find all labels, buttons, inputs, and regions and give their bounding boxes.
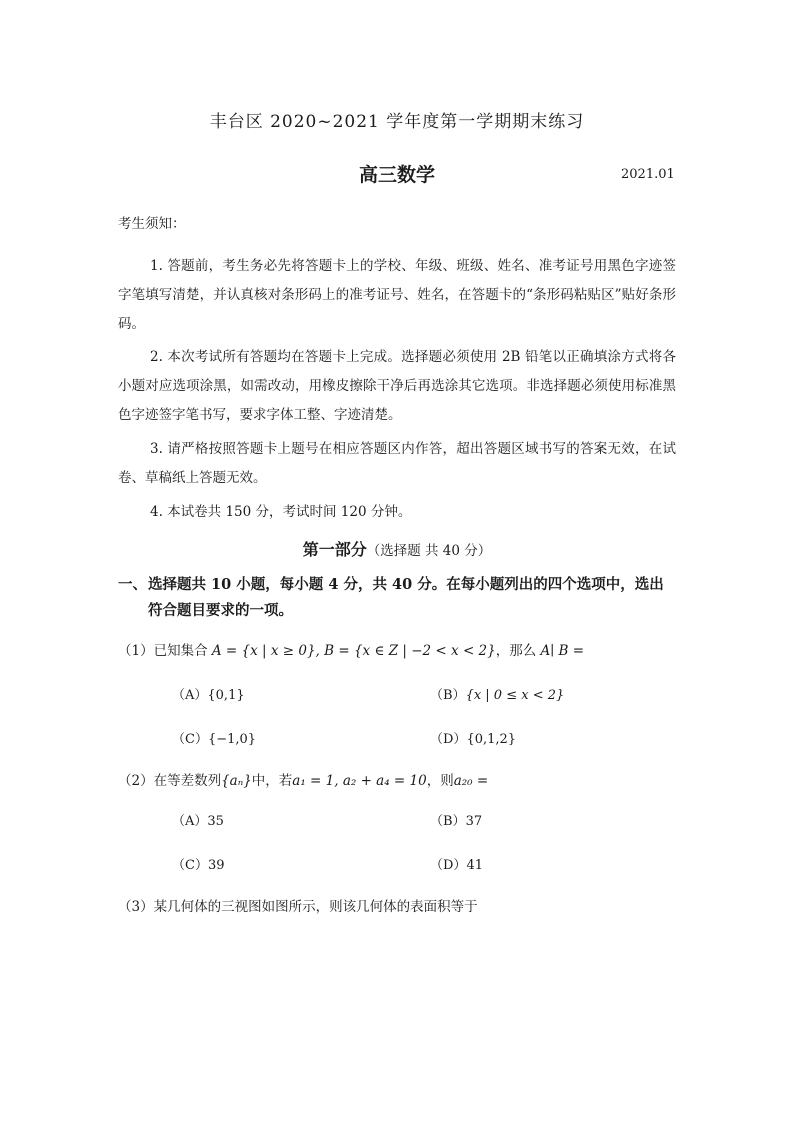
question-1-option-b [430, 684, 564, 703]
option-text: {x | 0 ≤ x < 2} [465, 688, 565, 703]
exam-title: 丰台区 2020~2021 学年度第一学期期末练习 [209, 112, 585, 132]
question-1-option-a [172, 684, 245, 703]
notice-item-2: 2. 本次考试所有答题均在答题卡上完成。选择题必须使用 2B 铅笔以正确填涂方式将各小题对应选项涂黑，如需改动，用橡皮擦除干净后再选涂其它选项。非选择题必须使用标准黑色字迹签字笔书写，要求字体工整、字迹清楚。 [118, 349, 676, 423]
question-text: 某几何体的三视图如图所示，则该几何体的表面积等于 [153, 899, 478, 915]
option-label: （A） [172, 814, 208, 829]
question-number: （3） [118, 899, 154, 915]
notice-item-1: 1. 答题前，考生务必先将答题卡上的学校、年级、班级、姓名、准考证号用黑色字迹签字笔填写清楚，并认真核对条形码上的准考证号、姓名，在答题卡的“条形码粘贴区”贴好条形码。 [118, 258, 676, 332]
notice-heading: 考生须知： [118, 216, 186, 232]
question-text: ，则 [426, 773, 454, 789]
question-2-option-c [172, 854, 225, 873]
question-2-option-b [430, 810, 482, 829]
notice-item-4: 4. 本试卷共 150 分，考试时间 120 分钟。 [150, 504, 412, 520]
question-text: ，那么 [495, 643, 541, 659]
question-3-stem [118, 895, 478, 915]
part-heading [0, 537, 794, 560]
option-label: （C） [172, 732, 208, 747]
option-text: 37 [465, 814, 483, 829]
part-heading-sub: （选择题 共 40 分） [366, 543, 492, 559]
question-1-option-c [172, 728, 256, 747]
question-text: 在等差数列 [153, 773, 222, 789]
section-number: 一、 [118, 576, 147, 593]
option-text: {−1,0} [207, 732, 257, 747]
question-1-stem [118, 639, 584, 659]
option-text: {0,1,2} [466, 732, 517, 747]
question-number: （2） [118, 773, 154, 789]
option-label: （D） [430, 858, 467, 873]
question-text: 中，若 [251, 773, 293, 789]
question-math: A = {x | x ≥ 0}, B = {x ∈ Z | −2 < x < 2} [211, 643, 496, 659]
question-number: （1） [118, 643, 154, 659]
option-label: （C） [172, 858, 208, 873]
option-label: （A） [172, 688, 208, 703]
exam-subtitle: 高三数学 [358, 164, 435, 186]
question-math: a₁ = 1, a₂ + a₄ = 10 [292, 773, 427, 789]
option-text: 41 [466, 858, 483, 873]
question-2-option-a [172, 810, 224, 829]
question-2-stem [118, 769, 488, 789]
part-heading-main: 第一部分 [302, 540, 367, 559]
option-text: {0,1} [207, 688, 245, 703]
notice-item-3: 3. 请严格按照答题卡上题号在相应答题区内作答，超出答题区域书写的答案无效，在试卷、草稿纸上答题无效。 [118, 441, 676, 486]
exam-date: 2021.01 [621, 167, 675, 182]
option-text: 39 [207, 858, 225, 873]
question-math: {aₙ} [221, 773, 252, 789]
option-text: 35 [207, 814, 224, 829]
question-text: 已知集合 [153, 643, 212, 659]
question-math: A∣ B = [540, 643, 585, 659]
question-math: a₂₀ = [453, 773, 489, 789]
section-text: 选择题共 10 小题，每小题 4 分，共 40 分。在每小题列出的四个选项中，选出符合题目要求的一项。 [148, 576, 664, 619]
question-1-option-d [430, 728, 516, 747]
option-label: （D） [430, 732, 467, 747]
option-label: （B） [430, 814, 466, 829]
section-intro [118, 572, 676, 624]
question-2-option-d [430, 854, 483, 873]
option-label: （B） [430, 688, 466, 703]
